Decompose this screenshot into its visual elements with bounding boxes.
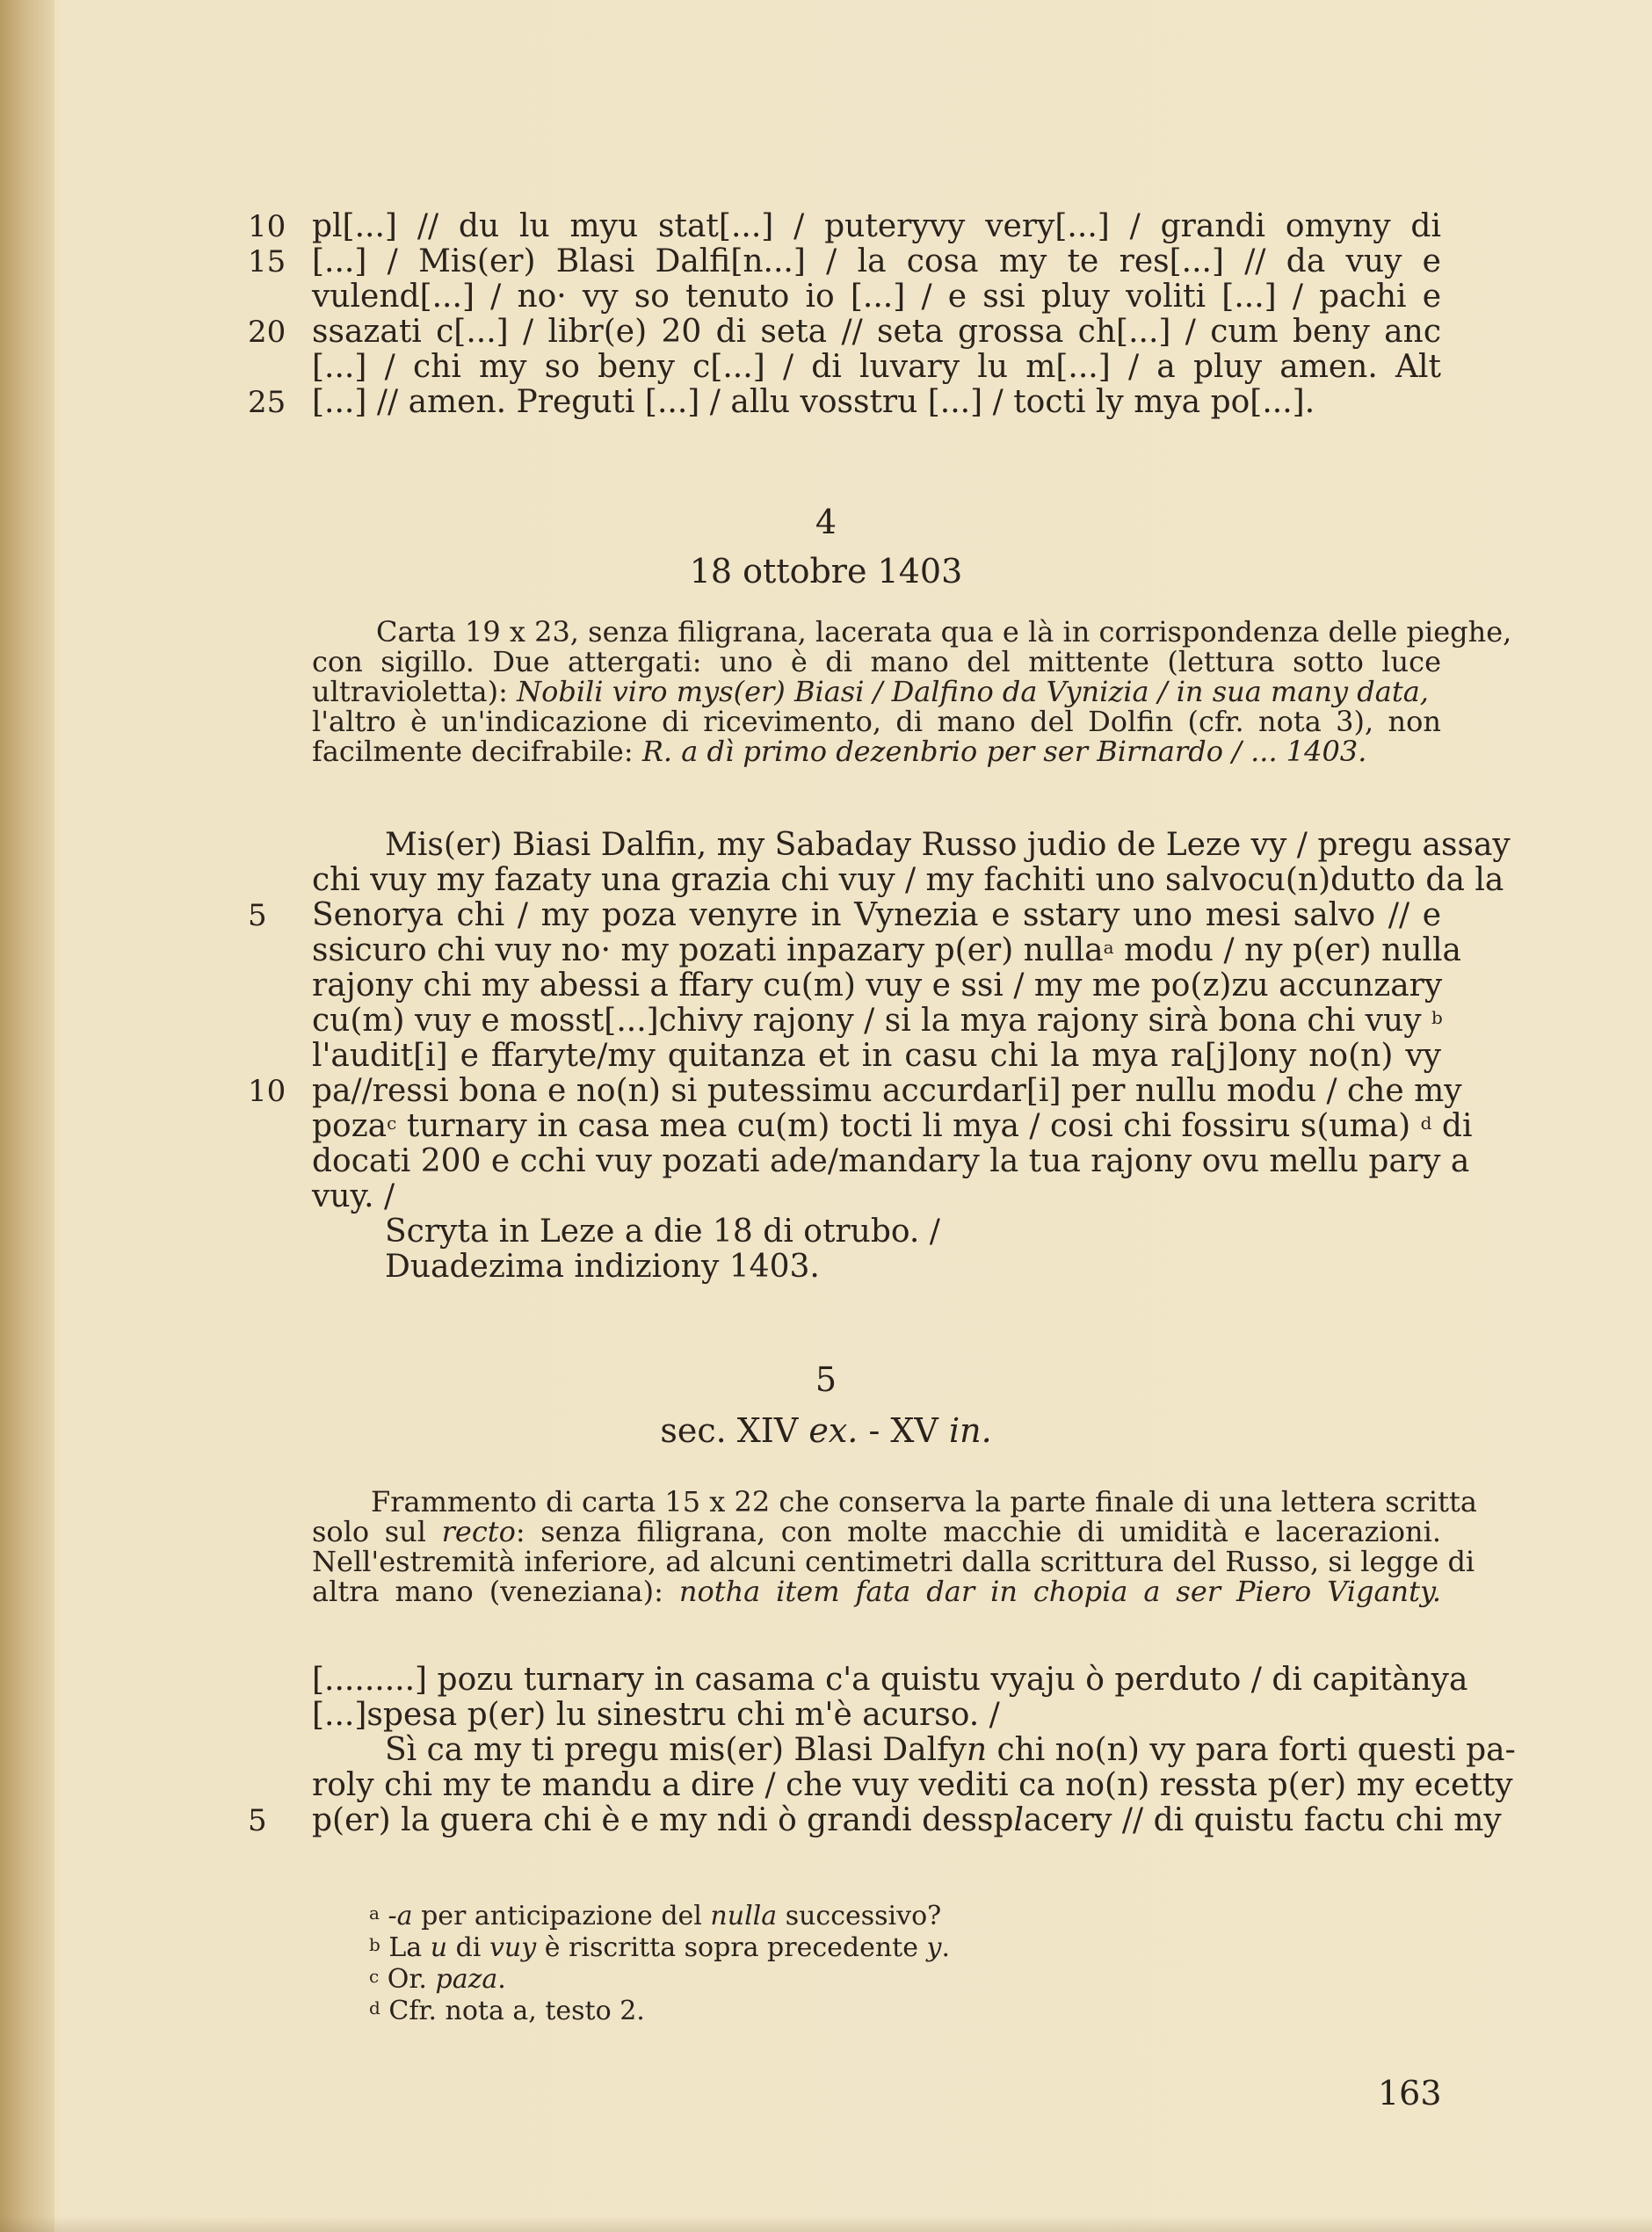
text-segment: cu(m) vuy e mosst[...]chivy rajony / si la mya rajony sirà bona chi vuy bbox=[312, 1003, 1422, 1039]
text-line bbox=[312, 932, 1461, 968]
footnote-text: . bbox=[497, 1964, 506, 1995]
text-line: Scryta in Leze a die 18 di otrubo. / bbox=[385, 1214, 940, 1250]
footnote-italic: u bbox=[430, 1932, 448, 1963]
footnote-mark: d bbox=[1420, 1112, 1432, 1134]
description-line bbox=[312, 1576, 1441, 1606]
footnote-text: Cfr. nota a, testo 2. bbox=[388, 1996, 645, 2026]
doc4-number: 4 bbox=[815, 503, 837, 541]
footnote-text: Or. bbox=[387, 1964, 427, 1995]
footnote-italic: y bbox=[926, 1932, 942, 1963]
footnote-mark: d bbox=[369, 1997, 380, 2018]
date-part-italic: ex. bbox=[808, 1411, 859, 1450]
description-text: ultravioletta): bbox=[312, 675, 508, 708]
text-line bbox=[312, 1802, 1502, 1838]
page-edge-shadow bbox=[0, 2216, 1652, 2232]
line-number: 5 bbox=[248, 898, 267, 933]
footnote-text: La bbox=[388, 1932, 423, 1963]
text-line: [...] / Mis(er) Blasi Dalfi[n...] / la cosa my te res[...] // da vuy e bbox=[312, 243, 1441, 279]
text-line: roly chi my te mandu a dire / che vuy vediti ca no(n) ressta p(er) my ecetty bbox=[312, 1767, 1513, 1803]
footnote-text: di bbox=[455, 1932, 482, 1963]
description-line: Carta 19 x 23, senza filigrana, lacerata qua e là in corrispondenza delle pieghe, bbox=[376, 615, 1512, 649]
description-line: Nell'estremità inferiore, ad alcuni centimetri dalla scrittura del Russo, si legge di bbox=[312, 1545, 1475, 1578]
footnote-mark: b bbox=[1431, 1007, 1443, 1028]
text-line: vulend[...] / no· vy so tenuto io [...] / e ssi pluy voliti [...] / pachi e bbox=[312, 279, 1441, 315]
text-line: Duadezima indiziony 1403. bbox=[385, 1249, 820, 1285]
text-segment: poza bbox=[312, 1108, 388, 1144]
text-line: chi vuy my fazaty una grazia chi vuy / my fachiti uno salvocu(n)dutto da la bbox=[312, 862, 1504, 898]
date-part: sec. XIV bbox=[660, 1411, 799, 1450]
footnote-italic: nulla bbox=[710, 1901, 778, 1931]
description-italic: recto bbox=[441, 1515, 516, 1548]
footnote-italic: paza bbox=[435, 1964, 498, 1995]
doc5-number: 5 bbox=[815, 1360, 837, 1399]
footnote-text: è riscritta sopra precedente bbox=[544, 1932, 918, 1963]
text-segment-italic: n bbox=[966, 1732, 987, 1768]
text-line: docati 200 e cchi vuy pozati ade/mandary la tua rajony ovu mellu pary a bbox=[312, 1143, 1470, 1179]
text-line: vuy. / bbox=[312, 1178, 395, 1214]
description-line bbox=[312, 1517, 1441, 1547]
doc5-date bbox=[0, 1411, 1652, 1450]
description-line: l'altro è un'indicazione di ricevimento, di mano del Dolfin (cfr. nota 3), non bbox=[312, 705, 1441, 738]
footnote-mark: a bbox=[1103, 937, 1114, 958]
description-italic: R. a dì primo dezenbrio per ser Birnardo / ... 1403. bbox=[641, 735, 1367, 768]
book-gutter bbox=[0, 0, 54, 2232]
footnote-text: . bbox=[941, 1932, 951, 1963]
footnote-mark: c bbox=[387, 1112, 397, 1134]
text-line: l'audit[i] e ffaryte/my quitanza et in casu chi la mya ra[j]ony no(n) vy bbox=[312, 1038, 1441, 1074]
text-segment: chi no(n) vy para forti questi pa- bbox=[987, 1732, 1516, 1768]
text-segment: di bbox=[1441, 1108, 1473, 1144]
text-line: ssazati c[...] / libr(e) 20 di seta // seta grossa ch[...] / cum beny anc bbox=[312, 314, 1441, 350]
date-part-italic: in. bbox=[948, 1411, 992, 1450]
line-number: 20 bbox=[248, 315, 286, 350]
description-text: : senza filigrana, con molte macchie di umidità e lacerazioni. bbox=[515, 1515, 1442, 1548]
text-segment: acery // di quistu factu chi my bbox=[1023, 1802, 1502, 1838]
text-line bbox=[312, 1108, 1473, 1144]
line-number: 10 bbox=[248, 1074, 286, 1109]
text-line: pa//ressi bona e no(n) si putessimu accurdar[i] per nullu modu / che my bbox=[312, 1073, 1462, 1109]
page-number: 163 bbox=[1378, 2074, 1442, 2112]
description-italic: notha item fata dar in chopia a ser Piero Viganty. bbox=[678, 1575, 1442, 1608]
text-line: Senorya chi / my poza venyre in Vynezia e sstary uno mesi salvo // e bbox=[312, 897, 1441, 933]
text-line: [...] // amen. Preguti [...] / allu vosstru [...] / tocti ly mya po[...]. bbox=[312, 384, 1315, 420]
text-line: rajony chi my abessi a ffary cu(m) vuy e ssi / my me po(z)zu accunzary bbox=[312, 967, 1443, 1004]
text-segment: modu / ny p(er) nulla bbox=[1123, 932, 1461, 968]
text-segment-italic: l bbox=[1013, 1802, 1024, 1838]
footnote bbox=[369, 1933, 950, 1963]
description-line bbox=[312, 736, 1441, 766]
text-segment: turnary in casa mea cu(m) tocti li mya / cosi chi fossiru s(uma) bbox=[406, 1108, 1411, 1144]
text-line: [...] / chi my so beny c[...] / di luvary lu m[...] / a pluy amen. Alt bbox=[312, 349, 1441, 385]
text-segment: ssicuro chi vuy no· my pozati inpazary p(er) nulla bbox=[312, 932, 1104, 968]
description-text: altra mano (veneziana): bbox=[312, 1575, 663, 1608]
doc4-date: 18 ottobre 1403 bbox=[689, 552, 963, 591]
date-part: - XV bbox=[858, 1411, 938, 1450]
footnote bbox=[369, 1996, 645, 2026]
line-number: 25 bbox=[248, 385, 286, 420]
text-line: [...]spesa p(er) lu sinestru chi m'è acurso. / bbox=[312, 1697, 1000, 1733]
footnote-mark: a bbox=[369, 1902, 380, 1924]
description-text: solo sul bbox=[312, 1515, 427, 1548]
text-line bbox=[312, 1004, 1441, 1039]
line-number: 5 bbox=[248, 1803, 267, 1838]
footnote bbox=[369, 1902, 941, 1931]
footnote-italic: vuy bbox=[489, 1932, 537, 1963]
footnote-italic: -a bbox=[388, 1901, 413, 1931]
text-line: pl[...] // du lu myu stat[...] / puteryvy very[...] / grandi omyny di bbox=[312, 208, 1441, 244]
line-number: 15 bbox=[248, 244, 286, 279]
footnote-text: successivo? bbox=[785, 1901, 942, 1931]
footnote bbox=[369, 1965, 506, 1995]
text-line bbox=[385, 1732, 1516, 1768]
text-segment: Sì ca my ti pregu mis(er) Blasi Dalfy bbox=[385, 1732, 967, 1768]
footnote-text: per anticipazione del bbox=[421, 1901, 702, 1931]
description-line: Frammento di carta 15 x 22 che conserva la parte finale di una lettera scritta bbox=[371, 1485, 1477, 1518]
description-line bbox=[312, 677, 1441, 707]
footnote-mark: c bbox=[369, 1966, 380, 1987]
footnote-mark: b bbox=[369, 1934, 380, 1955]
line-number: 10 bbox=[248, 209, 286, 244]
text-segment: p(er) la guera chi è e my ndi ò grandi dessp bbox=[312, 1802, 1014, 1838]
description-text: facilmente decifrabile: bbox=[312, 735, 634, 768]
text-line: [.........] pozu turnary in casama c'a quistu vyaju ò perduto / di capitànya bbox=[312, 1662, 1468, 1698]
description-line: con sigillo. Due attergati: uno è di mano del mittente (lettura sotto luce bbox=[312, 645, 1441, 678]
description-italic: Nobili viro mys(er) Biasi / Dalfino da Vynizia / in sua many data, bbox=[517, 675, 1429, 708]
text-line: Mis(er) Biasi Dalfin, my Sabaday Russo judio de Leze vy / pregu assay bbox=[385, 827, 1511, 863]
